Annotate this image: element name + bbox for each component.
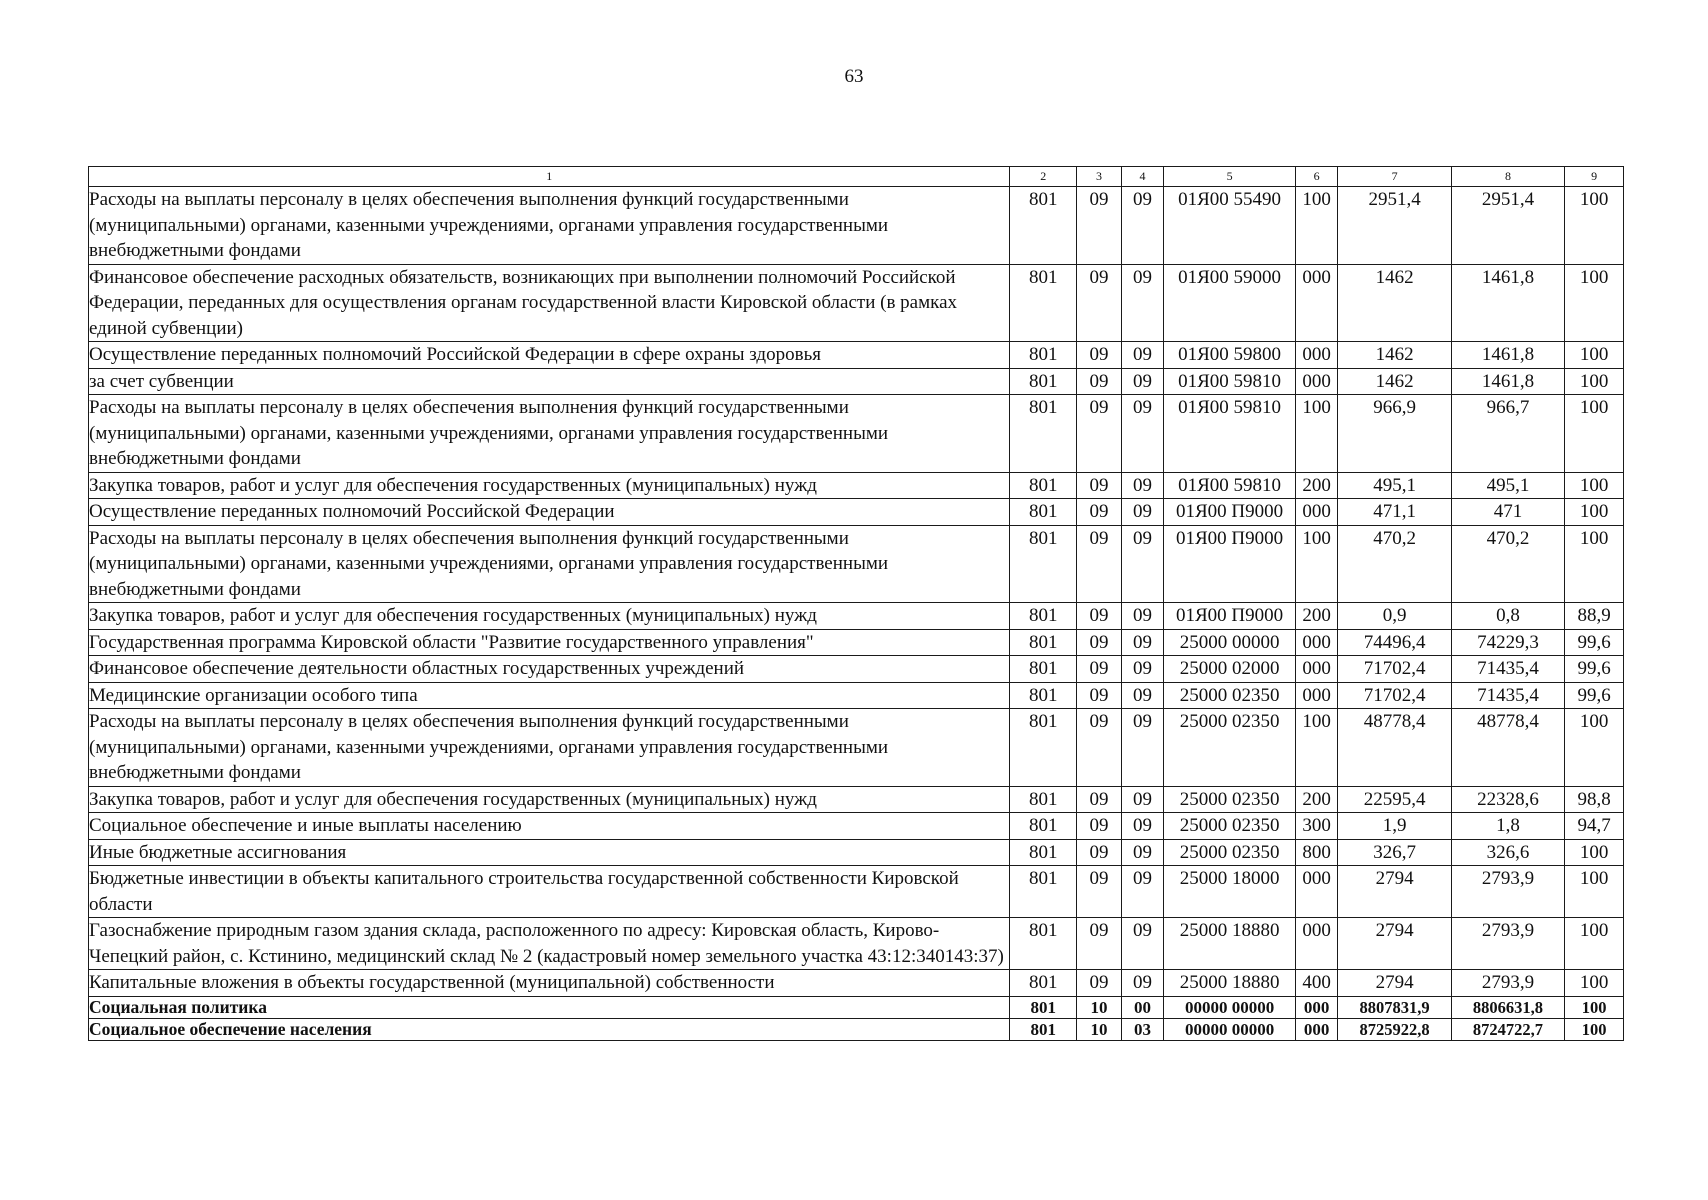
code-target: 01Я00 59810 — [1164, 472, 1296, 499]
table-row — [89, 342, 1624, 369]
actual-value: 71435,4 — [1451, 656, 1564, 683]
percent-value: 100 — [1565, 342, 1624, 369]
code-ministry: 801 — [1010, 499, 1077, 526]
actual-value: 0,8 — [1451, 603, 1564, 630]
row-name: Социальная политика — [89, 996, 1010, 1018]
code-ministry: 801 — [1010, 187, 1077, 265]
percent-value: 100 — [1565, 1018, 1624, 1040]
actual-value: 1461,8 — [1451, 342, 1564, 369]
code-ministry: 801 — [1010, 786, 1077, 813]
code-subsection: 09 — [1121, 918, 1164, 970]
table-row — [89, 682, 1624, 709]
actual-value: 1461,8 — [1451, 368, 1564, 395]
code-section: 09 — [1077, 629, 1122, 656]
code-ministry: 801 — [1010, 472, 1077, 499]
plan-value: 2794 — [1338, 866, 1451, 918]
code-expense-type: 300 — [1295, 813, 1338, 840]
row-name: Газоснабжение природным газом здания склада, расположенного по адресу: Кировская область, Кирово-Чепецкий район, с. Кстинино, медицинский склад № 2 (кадастровый номер земельного участка 43:12:340143:37) — [89, 918, 1010, 970]
code-subsection: 09 — [1121, 709, 1164, 787]
row-name: Иные бюджетные ассигнования — [89, 839, 1010, 866]
table-row — [89, 656, 1624, 683]
code-subsection: 09 — [1121, 629, 1164, 656]
percent-value: 100 — [1565, 839, 1624, 866]
plan-value: 2951,4 — [1338, 187, 1451, 265]
actual-value: 326,6 — [1451, 839, 1564, 866]
percent-value: 100 — [1565, 996, 1624, 1018]
code-target: 25000 02350 — [1164, 839, 1296, 866]
code-subsection: 09 — [1121, 682, 1164, 709]
row-name: Закупка товаров, работ и услуг для обеспечения государственных (муниципальных) нужд — [89, 786, 1010, 813]
code-target: 01Я00 П9000 — [1164, 525, 1296, 603]
code-ministry: 801 — [1010, 918, 1077, 970]
table-row — [89, 395, 1624, 473]
code-subsection: 03 — [1121, 1018, 1164, 1040]
code-subsection: 00 — [1121, 996, 1164, 1018]
code-subsection: 09 — [1121, 499, 1164, 526]
code-expense-type: 100 — [1295, 525, 1338, 603]
table-row — [89, 472, 1624, 499]
table-body — [89, 187, 1624, 1041]
code-expense-type: 100 — [1295, 187, 1338, 265]
plan-value: 326,7 — [1338, 839, 1451, 866]
actual-value: 2951,4 — [1451, 187, 1564, 265]
row-name: Медицинские организации особого типа — [89, 682, 1010, 709]
table-row — [89, 866, 1624, 918]
row-name: за счет субвенции — [89, 368, 1010, 395]
column-header: 7 — [1338, 167, 1451, 187]
row-name: Финансовое обеспечение расходных обязательств, возникающих при выполнении полномочий Российской Федерации, переданных для осуществления органам государственной власти Кировской области (в рамках единой субвенции) — [89, 264, 1010, 342]
code-section: 09 — [1077, 499, 1122, 526]
row-name: Бюджетные инвестиции в объекты капитального строительства государственной собственности Кировской области — [89, 866, 1010, 918]
code-subsection: 09 — [1121, 264, 1164, 342]
row-name: Капитальные вложения в объекты государственной (муниципальной) собственности — [89, 970, 1010, 997]
code-target: 01Я00 59810 — [1164, 368, 1296, 395]
percent-value: 100 — [1565, 970, 1624, 997]
code-section: 09 — [1077, 866, 1122, 918]
code-section: 09 — [1077, 603, 1122, 630]
code-section: 09 — [1077, 682, 1122, 709]
percent-value: 100 — [1565, 499, 1624, 526]
plan-value: 1462 — [1338, 264, 1451, 342]
percent-value: 100 — [1565, 472, 1624, 499]
percent-value: 99,6 — [1565, 656, 1624, 683]
code-target: 01Я00 59800 — [1164, 342, 1296, 369]
percent-value: 100 — [1565, 264, 1624, 342]
table-row — [89, 996, 1624, 1018]
plan-value: 74496,4 — [1338, 629, 1451, 656]
table-row — [89, 839, 1624, 866]
percent-value: 100 — [1565, 368, 1624, 395]
column-header: 4 — [1121, 167, 1164, 187]
code-ministry: 801 — [1010, 813, 1077, 840]
row-name: Закупка товаров, работ и услуг для обеспечения государственных (муниципальных) нужд — [89, 472, 1010, 499]
plan-value: 48778,4 — [1338, 709, 1451, 787]
actual-value: 2793,9 — [1451, 866, 1564, 918]
code-ministry: 801 — [1010, 525, 1077, 603]
percent-value: 100 — [1565, 395, 1624, 473]
code-ministry: 801 — [1010, 866, 1077, 918]
plan-value: 966,9 — [1338, 395, 1451, 473]
code-subsection: 09 — [1121, 472, 1164, 499]
table-row — [89, 525, 1624, 603]
column-header: 2 — [1010, 167, 1077, 187]
code-target: 01Я00 П9000 — [1164, 603, 1296, 630]
plan-value: 470,2 — [1338, 525, 1451, 603]
code-subsection: 09 — [1121, 866, 1164, 918]
actual-value: 8724722,7 — [1451, 1018, 1564, 1040]
code-section: 09 — [1077, 264, 1122, 342]
code-subsection: 09 — [1121, 395, 1164, 473]
code-subsection: 09 — [1121, 786, 1164, 813]
code-expense-type: 000 — [1295, 682, 1338, 709]
code-target: 01Я00 П9000 — [1164, 499, 1296, 526]
code-target: 25000 02350 — [1164, 709, 1296, 787]
percent-value: 100 — [1565, 918, 1624, 970]
column-header: 9 — [1565, 167, 1624, 187]
code-expense-type: 200 — [1295, 603, 1338, 630]
code-expense-type: 100 — [1295, 395, 1338, 473]
code-target: 25000 18880 — [1164, 970, 1296, 997]
code-target: 00000 00000 — [1164, 1018, 1296, 1040]
column-header: 5 — [1164, 167, 1296, 187]
code-target: 25000 18880 — [1164, 918, 1296, 970]
code-section: 09 — [1077, 368, 1122, 395]
table-row — [89, 368, 1624, 395]
code-expense-type: 100 — [1295, 709, 1338, 787]
code-expense-type: 000 — [1295, 996, 1338, 1018]
actual-value: 1,8 — [1451, 813, 1564, 840]
code-expense-type: 200 — [1295, 472, 1338, 499]
plan-value: 71702,4 — [1338, 656, 1451, 683]
percent-value: 88,9 — [1565, 603, 1624, 630]
column-header: 1 — [89, 167, 1010, 187]
plan-value: 495,1 — [1338, 472, 1451, 499]
code-ministry: 801 — [1010, 970, 1077, 997]
code-target: 00000 00000 — [1164, 996, 1296, 1018]
plan-value: 2794 — [1338, 918, 1451, 970]
plan-value: 22595,4 — [1338, 786, 1451, 813]
percent-value: 94,7 — [1565, 813, 1624, 840]
code-target: 25000 02350 — [1164, 813, 1296, 840]
actual-value: 2793,9 — [1451, 918, 1564, 970]
code-subsection: 09 — [1121, 839, 1164, 866]
code-expense-type: 000 — [1295, 499, 1338, 526]
row-name: Социальное обеспечение населения — [89, 1018, 1010, 1040]
code-expense-type: 800 — [1295, 839, 1338, 866]
column-header: 3 — [1077, 167, 1122, 187]
code-expense-type: 400 — [1295, 970, 1338, 997]
plan-value: 1,9 — [1338, 813, 1451, 840]
plan-value: 2794 — [1338, 970, 1451, 997]
code-ministry: 801 — [1010, 368, 1077, 395]
code-section: 09 — [1077, 839, 1122, 866]
code-section: 09 — [1077, 342, 1122, 369]
code-expense-type: 000 — [1295, 656, 1338, 683]
code-subsection: 09 — [1121, 970, 1164, 997]
code-section: 09 — [1077, 656, 1122, 683]
page-number: 63 — [844, 66, 864, 87]
code-expense-type: 000 — [1295, 629, 1338, 656]
actual-value: 71435,4 — [1451, 682, 1564, 709]
table-row — [89, 603, 1624, 630]
actual-value: 966,7 — [1451, 395, 1564, 473]
column-header: 8 — [1451, 167, 1564, 187]
code-subsection: 09 — [1121, 656, 1164, 683]
actual-value: 495,1 — [1451, 472, 1564, 499]
code-ministry: 801 — [1010, 264, 1077, 342]
row-name: Осуществление переданных полномочий Российской Федерации — [89, 499, 1010, 526]
row-name: Закупка товаров, работ и услуг для обеспечения государственных (муниципальных) нужд — [89, 603, 1010, 630]
percent-value: 100 — [1565, 525, 1624, 603]
code-section: 10 — [1077, 996, 1122, 1018]
code-section: 09 — [1077, 187, 1122, 265]
header-row — [89, 167, 1624, 187]
code-expense-type: 000 — [1295, 918, 1338, 970]
code-subsection: 09 — [1121, 525, 1164, 603]
code-expense-type: 000 — [1295, 866, 1338, 918]
code-target: 01Я00 59000 — [1164, 264, 1296, 342]
table-row — [89, 709, 1624, 787]
code-expense-type: 000 — [1295, 1018, 1338, 1040]
code-ministry: 801 — [1010, 629, 1077, 656]
percent-value: 100 — [1565, 187, 1624, 265]
code-subsection: 09 — [1121, 603, 1164, 630]
row-name: Государственная программа Кировской области "Развитие государственного управления" — [89, 629, 1010, 656]
code-target: 25000 02350 — [1164, 786, 1296, 813]
code-ministry: 801 — [1010, 603, 1077, 630]
code-ministry: 801 — [1010, 709, 1077, 787]
code-section: 09 — [1077, 786, 1122, 813]
percent-value: 98,8 — [1565, 786, 1624, 813]
plan-value: 71702,4 — [1338, 682, 1451, 709]
actual-value: 471 — [1451, 499, 1564, 526]
code-ministry: 801 — [1010, 839, 1077, 866]
table-row — [89, 813, 1624, 840]
code-ministry: 801 — [1010, 656, 1077, 683]
code-expense-type: 000 — [1295, 368, 1338, 395]
actual-value: 2793,9 — [1451, 970, 1564, 997]
code-subsection: 09 — [1121, 813, 1164, 840]
code-section: 09 — [1077, 709, 1122, 787]
actual-value: 22328,6 — [1451, 786, 1564, 813]
row-name: Осуществление переданных полномочий Российской Федерации в сфере охраны здоровья — [89, 342, 1010, 369]
row-name: Финансовое обеспечение деятельности областных государственных учреждений — [89, 656, 1010, 683]
code-target: 01Я00 55490 — [1164, 187, 1296, 265]
code-subsection: 09 — [1121, 368, 1164, 395]
table-row — [89, 1018, 1624, 1040]
code-section: 09 — [1077, 813, 1122, 840]
table-row — [89, 918, 1624, 970]
code-target: 01Я00 59810 — [1164, 395, 1296, 473]
code-subsection: 09 — [1121, 342, 1164, 369]
column-header: 6 — [1295, 167, 1338, 187]
row-name: Расходы на выплаты персоналу в целях обеспечения выполнения функций государственными (муниципальными) органами, казенными учреждениями, органами управления государственными внебюджетными фондами — [89, 525, 1010, 603]
code-expense-type: 200 — [1295, 786, 1338, 813]
percent-value: 100 — [1565, 866, 1624, 918]
code-ministry: 801 — [1010, 395, 1077, 473]
code-ministry: 801 — [1010, 1018, 1077, 1040]
code-section: 09 — [1077, 918, 1122, 970]
row-name: Расходы на выплаты персоналу в целях обеспечения выполнения функций государственными (муниципальными) органами, казенными учреждениями, органами управления государственными внебюджетными фондами — [89, 709, 1010, 787]
code-subsection: 09 — [1121, 187, 1164, 265]
row-name: Социальное обеспечение и иные выплаты населению — [89, 813, 1010, 840]
code-target: 25000 02000 — [1164, 656, 1296, 683]
code-section: 09 — [1077, 970, 1122, 997]
code-target: 25000 00000 — [1164, 629, 1296, 656]
plan-value: 8807831,9 — [1338, 996, 1451, 1018]
code-section: 10 — [1077, 1018, 1122, 1040]
code-section: 09 — [1077, 472, 1122, 499]
plan-value: 471,1 — [1338, 499, 1451, 526]
actual-value: 74229,3 — [1451, 629, 1564, 656]
percent-value: 99,6 — [1565, 682, 1624, 709]
code-section: 09 — [1077, 395, 1122, 473]
code-target: 25000 18000 — [1164, 866, 1296, 918]
table-row — [89, 187, 1624, 265]
plan-value: 0,9 — [1338, 603, 1451, 630]
table-row — [89, 629, 1624, 656]
table-row — [89, 264, 1624, 342]
code-ministry: 801 — [1010, 996, 1077, 1018]
table-row — [89, 786, 1624, 813]
row-name: Расходы на выплаты персоналу в целях обеспечения выполнения функций государственными (муниципальными) органами, казенными учреждениями, органами управления государственными внебюджетными фондами — [89, 395, 1010, 473]
code-section: 09 — [1077, 525, 1122, 603]
actual-value: 48778,4 — [1451, 709, 1564, 787]
table-row — [89, 499, 1624, 526]
percent-value: 100 — [1565, 709, 1624, 787]
budget-table — [88, 166, 1624, 1041]
actual-value: 470,2 — [1451, 525, 1564, 603]
row-name: Расходы на выплаты персоналу в целях обеспечения выполнения функций государственными (муниципальными) органами, казенными учреждениями, органами управления государственными внебюджетными фондами — [89, 187, 1010, 265]
actual-value: 1461,8 — [1451, 264, 1564, 342]
table-row — [89, 970, 1624, 997]
percent-value: 99,6 — [1565, 629, 1624, 656]
actual-value: 8806631,8 — [1451, 996, 1564, 1018]
code-expense-type: 000 — [1295, 264, 1338, 342]
code-expense-type: 000 — [1295, 342, 1338, 369]
code-ministry: 801 — [1010, 342, 1077, 369]
code-target: 25000 02350 — [1164, 682, 1296, 709]
plan-value: 1462 — [1338, 342, 1451, 369]
plan-value: 8725922,8 — [1338, 1018, 1451, 1040]
plan-value: 1462 — [1338, 368, 1451, 395]
code-ministry: 801 — [1010, 682, 1077, 709]
